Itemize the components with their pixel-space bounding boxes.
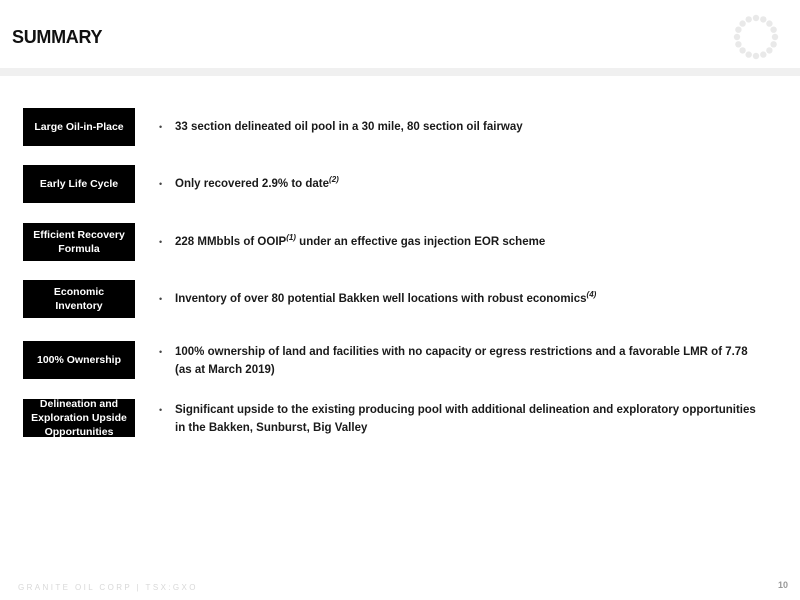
bullet-text-rest: under an effective gas injection EOR scheme	[295, 236, 546, 248]
bullet-dot-icon: •	[159, 179, 163, 189]
tag-label	[23, 399, 135, 437]
tag-line: Delineation and	[39, 399, 119, 410]
tag-line: Opportunities	[44, 426, 114, 437]
bullet-text-line: 100% ownership of land and facilities with no capacity or egress restrictions and a favorable LMR of 7.78	[175, 346, 748, 358]
bullet-text-line: (as at March 2019)	[175, 364, 275, 376]
header-band	[0, 68, 800, 76]
tag-label: Early Life Cycle	[23, 165, 135, 203]
bullet-text-main: 228 MMbbls of OOIP	[175, 236, 287, 248]
bullet-text	[175, 233, 775, 251]
footer-company: GRANITE OIL CORP | TSX:GXO	[18, 583, 198, 592]
bullet-text: 33 section delineated oil pool in a 30 mile, 80 section oil fairway	[175, 121, 523, 133]
tag-label: 100% Ownership	[23, 341, 135, 379]
bullet-text-line: in the Bakken, Sunburst, Big Valley	[175, 422, 368, 434]
bullet-text-main: Only recovered 2.9% to date	[175, 178, 330, 190]
footnote-marker: (2)	[329, 175, 339, 185]
header	[0, 0, 800, 72]
bullet-dot-icon: •	[159, 405, 163, 415]
tag-label	[23, 223, 135, 261]
tag-line: Economic	[53, 286, 105, 298]
page-number: 10	[777, 580, 788, 590]
bullet-text	[175, 401, 775, 437]
tag-label: Large Oil-in-Place	[23, 108, 135, 146]
bullet-dot-icon: •	[159, 122, 163, 132]
footnote-marker: (4)	[586, 290, 597, 300]
bullet-text	[175, 343, 775, 379]
granite-ring-logo-icon	[733, 14, 779, 60]
bullet-dot-icon: •	[159, 294, 163, 304]
bullet-dot-icon: •	[159, 237, 163, 247]
page-title: SUMMARY	[12, 27, 103, 47]
bullet-text	[175, 290, 775, 308]
tag-line: Inventory	[55, 300, 103, 312]
bullet-text-main: Inventory of over 80 potential Bakken well locations with robust economics	[175, 293, 587, 305]
tag-label	[23, 280, 135, 318]
footnote-marker: (1)	[286, 233, 296, 243]
bullet-dot-icon: •	[159, 347, 163, 357]
tag-line: Efficient Recovery	[33, 229, 125, 241]
tag-line: Exploration Upside	[31, 412, 127, 424]
bullet-text	[175, 175, 775, 193]
tag-line: Formula	[58, 243, 100, 255]
bullet-text-line: Significant upside to the existing producing pool with additional delineation and exploratory opportunities	[175, 404, 756, 416]
